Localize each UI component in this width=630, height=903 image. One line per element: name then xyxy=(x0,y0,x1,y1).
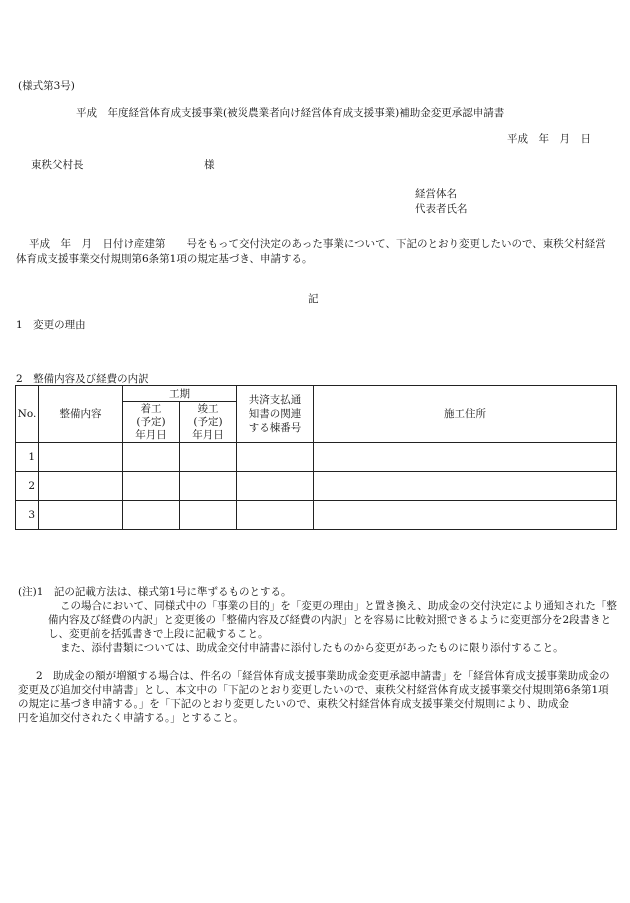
header-end-line: (予定) xyxy=(193,415,223,428)
header-start-line: 年月日 xyxy=(135,428,167,441)
cell-mutual-aid[interactable] xyxy=(237,501,314,530)
note-1-head: (注)1 記の記載方法は、様式第1号に準ずるものとする。 xyxy=(18,586,292,598)
header-end-line: 年月日 xyxy=(192,428,224,441)
addressee-name: 東秩父村長 xyxy=(31,159,84,171)
representative-label: 代表者氏名 xyxy=(415,203,468,215)
header-no: No. xyxy=(16,386,39,443)
table-row xyxy=(16,501,617,530)
notes-block xyxy=(18,585,618,725)
form-number: (様式第3号) xyxy=(18,80,75,92)
header-mutual-line: 共済支払通 xyxy=(248,394,302,406)
addressee-suffix: 様 xyxy=(204,159,215,171)
cell-end[interactable] xyxy=(180,443,237,472)
header-end-line: 竣工 xyxy=(197,402,219,415)
ki-heading: 記 xyxy=(308,293,319,305)
header-mutual-line: 知書の関連 xyxy=(248,408,302,420)
cell-end[interactable] xyxy=(180,501,237,530)
section-breakdown: 2 整備内容及び経費の内訳 xyxy=(16,373,149,385)
cell-mutual-aid[interactable] xyxy=(237,443,314,472)
header-mutual-aid xyxy=(237,386,314,443)
cell-content[interactable] xyxy=(39,472,123,501)
document-title: 平成 年度経営体育成支援事業(被災農業者向け経営体育成支援事業)補助金変更承認申請書 xyxy=(76,107,505,119)
note-1-attachments: また、添付書類については、助成金交付申請書に添付したものから変更があったものに限り添付すること。 xyxy=(60,642,564,654)
header-address: 施工住所 xyxy=(314,386,617,443)
header-start xyxy=(123,402,180,443)
cell-start[interactable] xyxy=(123,472,180,501)
section-change-reason: 1 変更の理由 xyxy=(16,319,86,331)
cell-start[interactable] xyxy=(123,443,180,472)
note-1-body: この場合において、同様式中の「事業の目的」を「変更の理由」と置き換え、助成金の交付決定により通知された「整備内容及び経費の内訳」と変更後の「整備内容及び経費の内訳」とを容易に比較対照できるように変更部分を2段書きとし、変更前を括弧書きで上段に記載すること。 xyxy=(48,600,617,640)
header-mutual-line: する棟番号 xyxy=(248,422,302,434)
breakdown-table xyxy=(15,385,617,530)
row-number: 2 xyxy=(16,472,39,501)
applicant-block xyxy=(415,187,468,217)
table-row xyxy=(16,443,617,472)
header-start-line: 着工 xyxy=(140,402,162,415)
note-2: 2 助成金の額が増額する場合は、件名の「経営体育成支援事業助成金変更承認申請書」を「経営体育成支援事業助成金の変更及び追加交付申請書」とし、本文中の「下記のとおり変更したいので、東秩父村経営体育成支援事業交付規則第6条第1項の規定に基づき申請する。」を「下記のとおり変更したいので、東秩父村経営体育成支援事業交付規則により、助成金 円を追加交付されたく申請する。」とすること。 xyxy=(18,670,612,724)
application-date: 平成 年 月 日 xyxy=(507,133,591,145)
header-start-line: (予定) xyxy=(136,415,166,428)
cell-address[interactable] xyxy=(314,501,617,530)
cell-address[interactable] xyxy=(314,472,617,501)
row-number: 3 xyxy=(16,501,39,530)
body-text: 平成 年 月 日付け産建第 号をもって交付決定のあった事業について、下記のとおり変更したいので、東秩父村経営体育成支援事業交付規則第6条第1項の規定基づき、申請する。 xyxy=(16,238,606,265)
row-number: 1 xyxy=(16,443,39,472)
cell-mutual-aid[interactable] xyxy=(237,472,314,501)
entity-name-label: 経営体名 xyxy=(415,188,457,200)
cell-start[interactable] xyxy=(123,501,180,530)
header-content: 整備内容 xyxy=(39,386,123,443)
addressee-block xyxy=(31,159,215,171)
table-row xyxy=(16,472,617,501)
cell-content[interactable] xyxy=(39,501,123,530)
cell-content[interactable] xyxy=(39,443,123,472)
cell-address[interactable] xyxy=(314,443,617,472)
cell-end[interactable] xyxy=(180,472,237,501)
header-period: 工期 xyxy=(123,386,237,402)
header-end xyxy=(180,402,237,443)
